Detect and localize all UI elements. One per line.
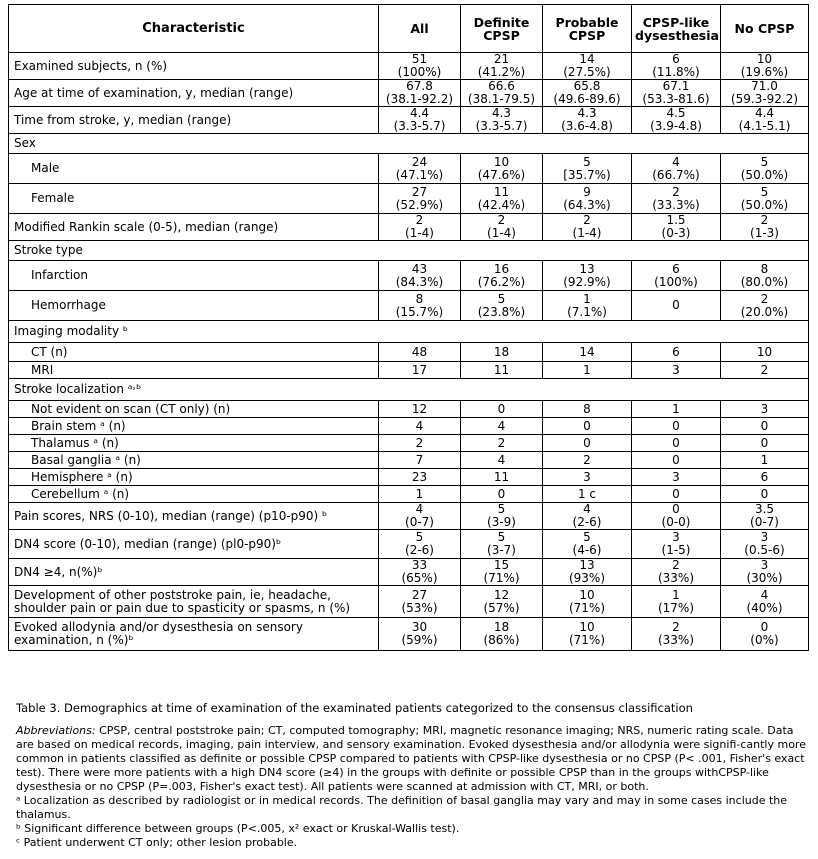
- table-cell: 14 (27.5%): [543, 53, 632, 80]
- table-cell: 4.3 (3.6-4.8): [543, 107, 632, 134]
- table-cell: 6 (11.8%): [632, 53, 721, 80]
- table-cell: 2 (33%): [632, 559, 721, 586]
- table-cell: 11: [461, 469, 543, 486]
- table-cell: 1: [543, 362, 632, 379]
- table-cell: 8: [543, 401, 632, 418]
- table-cell: 8 (80.0%): [721, 261, 809, 291]
- table-cell: 0: [632, 418, 721, 435]
- table-group-row: [9, 241, 809, 261]
- table-cell: 43 (84.3%): [379, 261, 461, 291]
- table-row: [9, 435, 809, 452]
- table-cell: 71.0 (59.3-92.2): [721, 80, 809, 107]
- table-row: [9, 154, 809, 184]
- table-cell: 0: [632, 452, 721, 469]
- abbreviations-label: Abbreviations:: [16, 724, 96, 737]
- table-cell: 1: [379, 486, 461, 503]
- row-label: MRI: [9, 362, 379, 379]
- row-label: Pain scores, NRS (0-10), median (range) (p10-p90) ᵇ: [9, 503, 379, 530]
- table-cell: 5 [35.7%): [543, 154, 632, 184]
- table-cell: 4.4 (3.3-5.7): [379, 107, 461, 134]
- table-caption: Table 3. Demographics at time of examination of the examinated patients categorized to the consensus classification: [16, 701, 693, 715]
- table-cell: 3 (0.5-6): [721, 530, 809, 559]
- table-cell: 4 (2-6): [543, 503, 632, 530]
- table-cell: 3: [632, 362, 721, 379]
- row-label: DN4 score (0-10), median (range) (pl0-p90)ᵇ: [9, 530, 379, 559]
- table-cell: 4.5 (3.9-4.8): [632, 107, 721, 134]
- table-cell: 11: [461, 362, 543, 379]
- footnote-b: ᵇ Significant difference between groups (P<.005, x² exact or Kruskal-Wallis test).: [16, 822, 460, 835]
- row-label: Stroke localization ᵃ˒ᵇ: [9, 379, 809, 401]
- table-cell: 51 (100%): [379, 53, 461, 80]
- table-cell: 5 (2-6): [379, 530, 461, 559]
- table-cell: 2 (33.3%): [632, 184, 721, 214]
- table-cell: 3 (30%): [721, 559, 809, 586]
- row-label: CT (n): [9, 343, 379, 362]
- table-cell: 4 (40%): [721, 586, 809, 618]
- row-label: DN4 ≥4, n(%)ᵇ: [9, 559, 379, 586]
- table-cell: 8 (15.7%): [379, 291, 461, 321]
- table-cell: 0: [721, 418, 809, 435]
- table-cell: 12: [379, 401, 461, 418]
- demographics-table: [8, 4, 809, 651]
- table-cell: 0: [632, 435, 721, 452]
- table-row: [9, 53, 809, 80]
- row-label: Modified Rankin scale (0-5), median (range): [9, 214, 379, 241]
- row-label: Cerebellum ᵃ (n): [9, 486, 379, 503]
- table-cell: 0: [632, 486, 721, 503]
- row-label: Imaging modality ᵇ: [9, 321, 809, 343]
- table-cell: 10 (19.6%): [721, 53, 809, 80]
- row-label: Development of other poststroke pain, ie, headache, shoulder pain or pain due to spasticity or spasms, n (%): [9, 586, 379, 618]
- row-label: Evoked allodynia and/or dysesthesia on sensory examination, n (%)ᵇ: [9, 618, 379, 651]
- table-row: [9, 452, 809, 469]
- table-row: [9, 214, 809, 241]
- footnote-c: ᶜ Patient underwent CT only; other lesion probable.: [16, 836, 298, 849]
- row-label: Stroke type: [9, 241, 809, 261]
- table-cell: 2 (20.0%): [721, 291, 809, 321]
- table-cell: 3: [721, 401, 809, 418]
- row-label: Sex: [9, 134, 809, 154]
- table-cell: 9 (64.3%): [543, 184, 632, 214]
- table-row: [9, 469, 809, 486]
- table-row: [9, 618, 809, 651]
- row-label: Male: [9, 154, 379, 184]
- table-row: [9, 418, 809, 435]
- table-notes: [16, 724, 806, 850]
- table-cell: 2 (1-4): [543, 214, 632, 241]
- table-cell: 67.1 (53.3-81.6): [632, 80, 721, 107]
- header-definite-cpsp: Definite CPSP: [461, 5, 543, 53]
- table-cell: 21 (41.2%): [461, 53, 543, 80]
- row-label: Examined subjects, n (%): [9, 53, 379, 80]
- table-cell: 0 (0%): [721, 618, 809, 651]
- header-characteristic: Characteristic: [9, 5, 379, 53]
- table-cell: 0: [721, 435, 809, 452]
- table-cell: 48: [379, 343, 461, 362]
- table-cell: 17: [379, 362, 461, 379]
- table-cell: 1 c: [543, 486, 632, 503]
- table-header-row: [9, 5, 809, 53]
- table-cell: 33 (65%): [379, 559, 461, 586]
- table-group-row: [9, 379, 809, 401]
- table-cell: 3: [543, 469, 632, 486]
- table-cell: 6: [721, 469, 809, 486]
- header-probable-cpsp: Probable CPSP: [543, 5, 632, 53]
- header-cpsp-like-dysesthesia: CPSP-like dysesthesia: [632, 5, 721, 53]
- row-label: Not evident on scan (CT only) (n): [9, 401, 379, 418]
- table-cell: 5 (50.0%): [721, 184, 809, 214]
- table-cell: 5 (4-6): [543, 530, 632, 559]
- table-cell: 4 (0-7): [379, 503, 461, 530]
- table-cell: 67.8 (38.1-92.2): [379, 80, 461, 107]
- table-cell: 1.5 (0-3): [632, 214, 721, 241]
- table-cell: 16 (76.2%): [461, 261, 543, 291]
- table-row: [9, 362, 809, 379]
- table-cell: 5 (3-9): [461, 503, 543, 530]
- table-cell: 66.6 (38.1-79.5): [461, 80, 543, 107]
- table-row: [9, 503, 809, 530]
- table-cell: 6 (100%): [632, 261, 721, 291]
- header-all: All: [379, 5, 461, 53]
- table-cell: 0: [543, 418, 632, 435]
- table-cell: 27 (52.9%): [379, 184, 461, 214]
- table-cell: 30 (59%): [379, 618, 461, 651]
- row-label: Age at time of examination, y, median (range): [9, 80, 379, 107]
- table-cell: 0: [632, 291, 721, 321]
- table-cell: 6: [632, 343, 721, 362]
- footnote-a: ᵃ Localization as described by radiologist or in medical records. The definition of basal ganglia may vary and may in some cases include the thalamus.: [16, 794, 788, 821]
- table-cell: 1: [721, 452, 809, 469]
- table-cell: 11 (42.4%): [461, 184, 543, 214]
- table-cell: 27 (53%): [379, 586, 461, 618]
- table-row: [9, 261, 809, 291]
- table-cell: 1: [632, 401, 721, 418]
- table-cell: 13 (92.9%): [543, 261, 632, 291]
- table-cell: 4.4 (4.1-5.1): [721, 107, 809, 134]
- table-cell: 3: [632, 469, 721, 486]
- table-cell: 1 (17%): [632, 586, 721, 618]
- table-cell: 2: [543, 452, 632, 469]
- table-cell: 4: [461, 452, 543, 469]
- table-cell: 4: [379, 418, 461, 435]
- abbreviations-note: [16, 724, 806, 794]
- table-cell: 13 (93%): [543, 559, 632, 586]
- table-cell: 2 (1-3): [721, 214, 809, 241]
- table-group-row: [9, 321, 809, 343]
- table-cell: 3.5 (0-7): [721, 503, 809, 530]
- table-cell: 10 (71%): [543, 618, 632, 651]
- row-label: Time from stroke, y, median (range): [9, 107, 379, 134]
- table-cell: 0 (0-0): [632, 503, 721, 530]
- table-cell: 5 (23.8%): [461, 291, 543, 321]
- row-label: Brain stem ᵃ (n): [9, 418, 379, 435]
- table-cell: 12 (57%): [461, 586, 543, 618]
- table-row: [9, 343, 809, 362]
- table-row: [9, 291, 809, 321]
- table-cell: 4 (66.7%): [632, 154, 721, 184]
- table-row: [9, 184, 809, 214]
- table-cell: 15 (71%): [461, 559, 543, 586]
- row-label: Infarction: [9, 261, 379, 291]
- table-body: [9, 53, 809, 651]
- table-row: [9, 80, 809, 107]
- table-cell: 4.3 (3.3-5.7): [461, 107, 543, 134]
- table-cell: 2: [461, 435, 543, 452]
- table-cell: 3 (1-5): [632, 530, 721, 559]
- row-label: Basal ganglia ᵃ (n): [9, 452, 379, 469]
- row-label: Female: [9, 184, 379, 214]
- table-cell: 0: [461, 401, 543, 418]
- table-cell: 2 (1-4): [461, 214, 543, 241]
- table-cell: 5 (50.0%): [721, 154, 809, 184]
- table-row: [9, 559, 809, 586]
- row-label: Thalamus ᵃ (n): [9, 435, 379, 452]
- table-row: [9, 107, 809, 134]
- table-cell: 18 (86%): [461, 618, 543, 651]
- row-label: Hemorrhage: [9, 291, 379, 321]
- table-cell: 0: [461, 486, 543, 503]
- row-label: Hemisphere ᵃ (n): [9, 469, 379, 486]
- table-cell: 5 (3-7): [461, 530, 543, 559]
- table-cell: 4: [461, 418, 543, 435]
- table-cell: 7: [379, 452, 461, 469]
- table-row: [9, 486, 809, 503]
- table-cell: 18: [461, 343, 543, 362]
- table-cell: 0: [721, 486, 809, 503]
- table-cell: 10: [721, 343, 809, 362]
- table-cell: 2: [721, 362, 809, 379]
- table-cell: 2: [379, 435, 461, 452]
- table-cell: 10 (71%): [543, 586, 632, 618]
- table-cell: 24 (47.1%): [379, 154, 461, 184]
- table-cell: 14: [543, 343, 632, 362]
- table-cell: 23: [379, 469, 461, 486]
- abbreviations-text: CPSP, central poststroke pain; CT, computed tomography; MRI, magnetic resonance imaging; NRS, numeric rating scale. Data are based on medical records, imaging, pain interview, and sensory examination. Evoked dysesthesia and/or allodynia were signifi-cantly more common in patients classified as definite or possible CPSP compared to patients with CPSP-like dysesthesia or no CPSP (P< .001, Fisher's exact test). There were more patients with a high DN4 score (≥4) in the groups with definite or possible CPSP than in the groups withCPSP-like dysesthesia or no CPSP (P=.003, Fisher's exact test). All patients were scanned at admission with CT, MRI, or both.: [16, 724, 806, 793]
- header-no-cpsp: No CPSP: [721, 5, 809, 53]
- table-cell: 1 (7.1%): [543, 291, 632, 321]
- table-cell: 2 (1-4): [379, 214, 461, 241]
- table-cell: 0: [543, 435, 632, 452]
- table-row: [9, 530, 809, 559]
- table-row: [9, 586, 809, 618]
- table-row: [9, 401, 809, 418]
- table-cell: 10 (47.6%): [461, 154, 543, 184]
- table-cell: 65.8 (49.6-89.6): [543, 80, 632, 107]
- table-cell: 2 (33%): [632, 618, 721, 651]
- table-group-row: [9, 134, 809, 154]
